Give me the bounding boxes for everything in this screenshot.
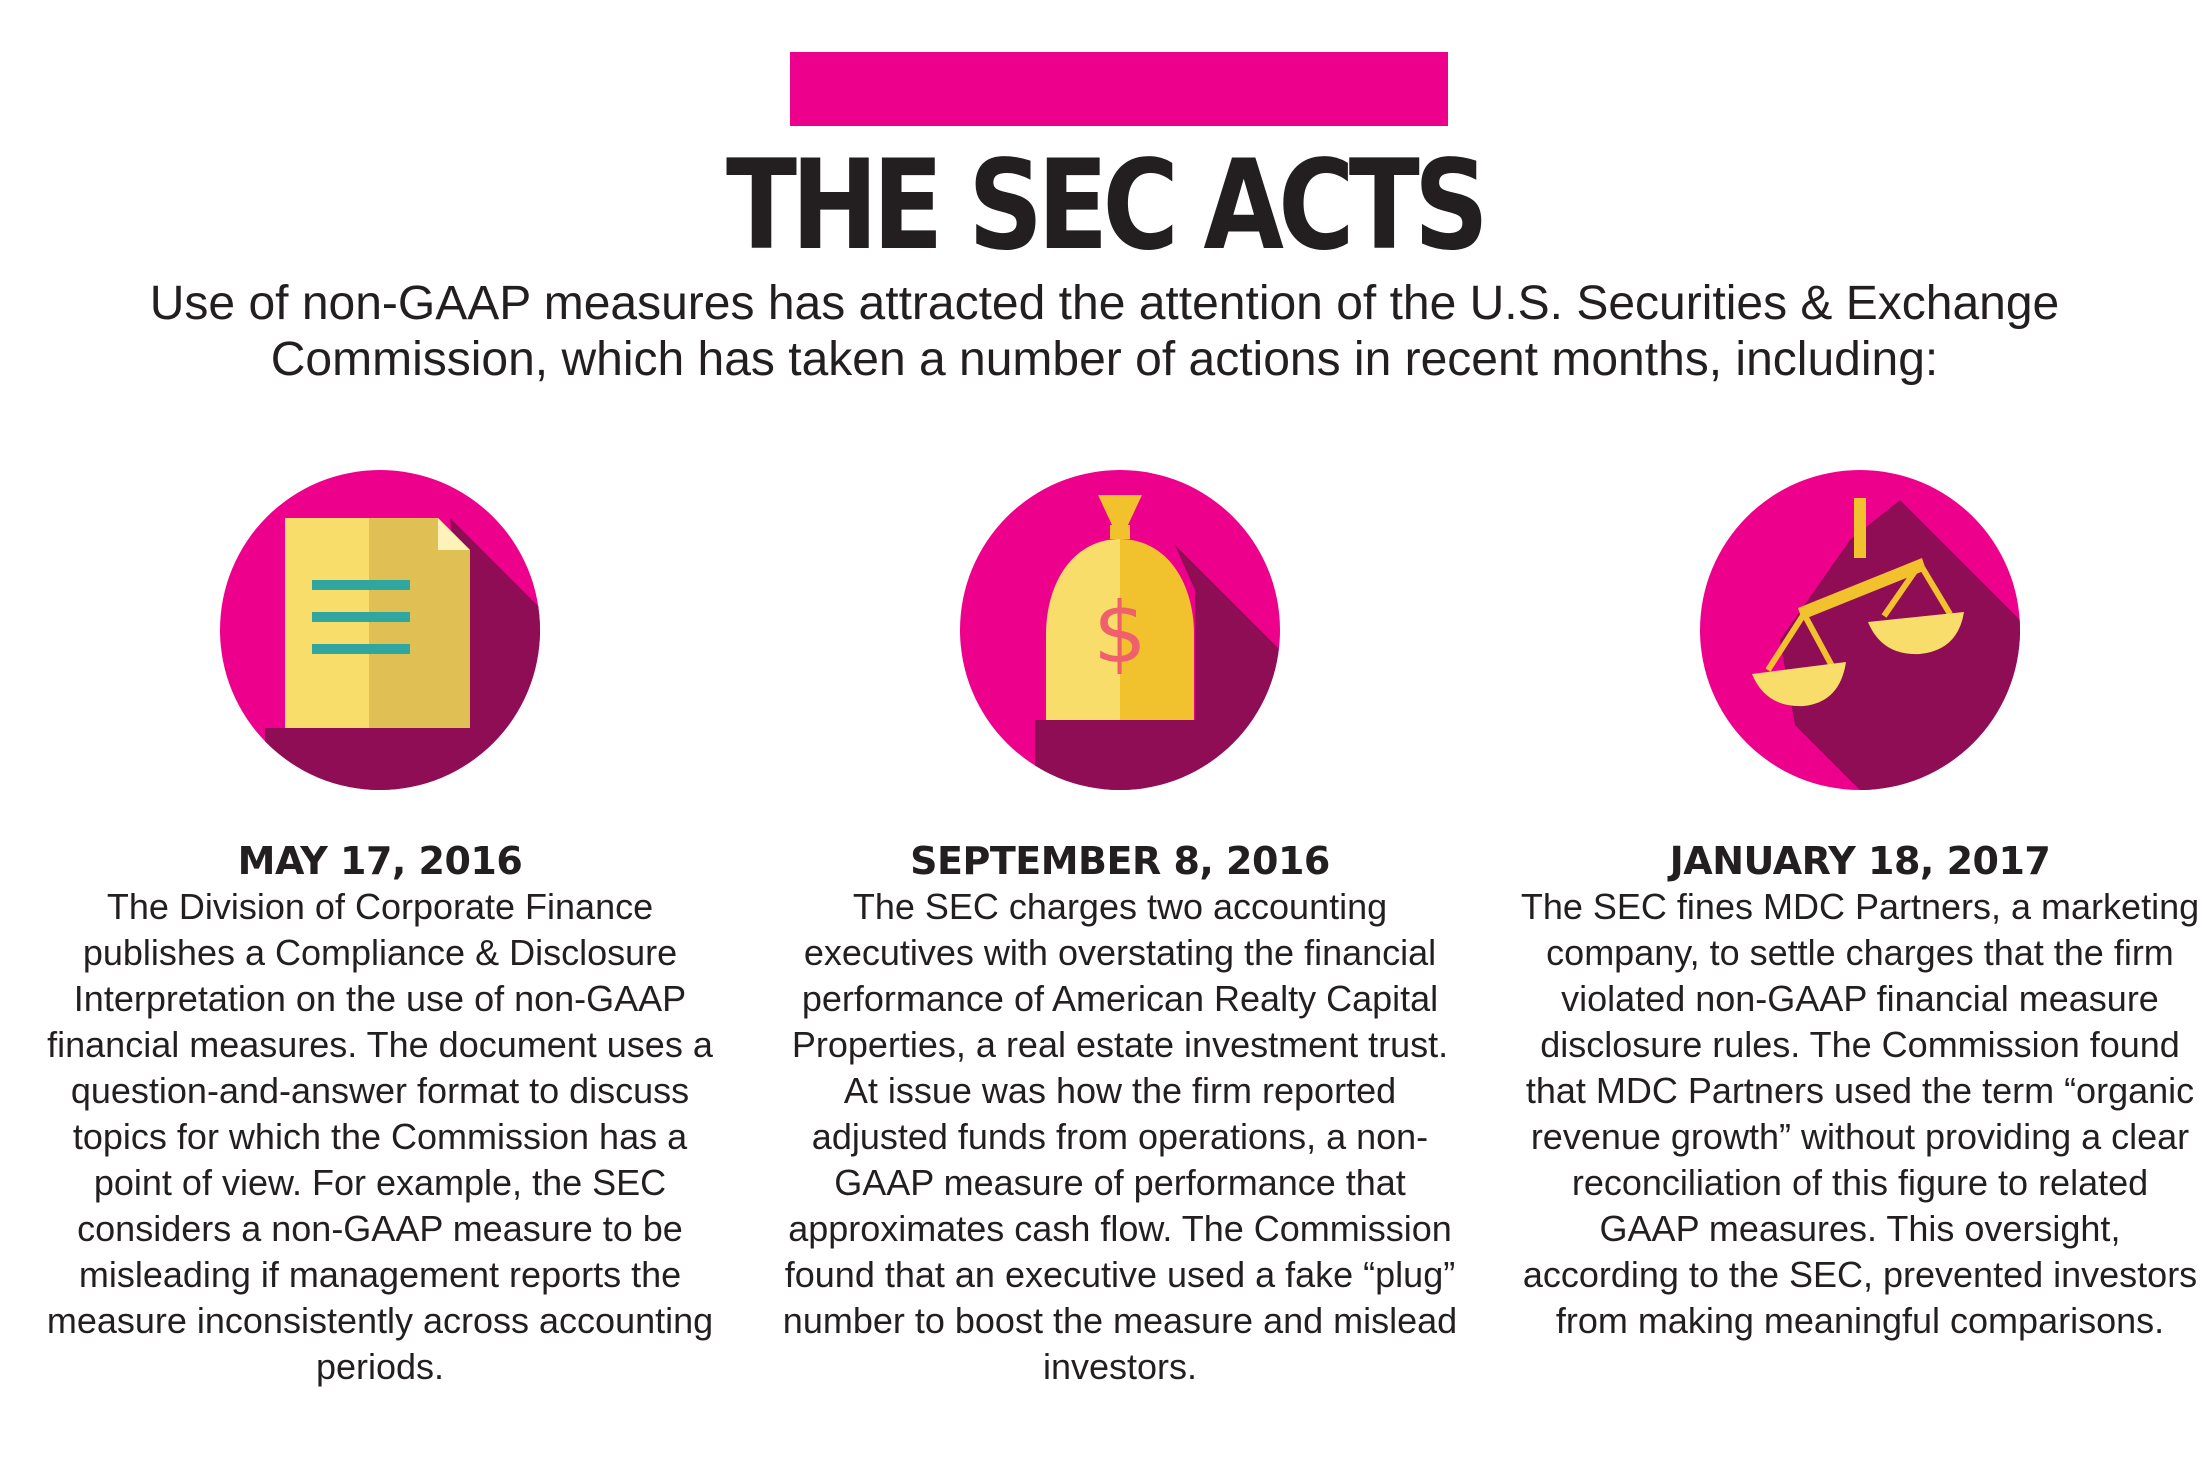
money-bag-icon (960, 470, 1280, 790)
document-icon (220, 470, 540, 790)
event-september-2016 (780, 470, 1460, 1390)
svg-text:$: $ (1093, 584, 1147, 682)
event-date: JANUARY 18, 2017 (1669, 839, 2051, 883)
page-title: THE SEC ACTS (725, 134, 1484, 278)
event-date: SEPTEMBER 8, 2016 (910, 839, 1330, 883)
event-january-2017 (1520, 470, 2200, 1344)
event-description: The SEC fines MDC Partners, a marketing company, to settle charges that the firm violated non-GAAP financial measure disclosure rules. The Commission found that MDC Partners used the term “organic revenue growth” without providing a clear reconciliation of this figure to related GAAP measures. This oversight, according to the SEC, prevented investors from making meaningful comparisons. (1520, 886, 2200, 1341)
event-date: MAY 17, 2016 (237, 839, 523, 883)
scales-icon (1700, 470, 2020, 790)
event-description: The Division of Corporate Finance publishes a Compliance & Disclosure Interpretation on the use of non-GAAP financial measures. The document uses a question-and-answer format to discuss topics for which the Commission has a point of view. For example, the SEC considers a non-GAAP measure to be misleading if management reports the measure inconsistently across accounting periods. (46, 886, 714, 1387)
event-description: The SEC charges two accounting executives with overstating the financial performance of American Realty Capital Properties, a real estate investment trust. At issue was how the firm reported adjusted funds from operations, a non-GAAP measure of performance that approximates cash flow. The Commission found that an executive used a fake “plug” number to boost the measure and mislead investors. (782, 886, 1458, 1387)
event-may-2016 (40, 470, 720, 1390)
page-subtitle: Use of non-GAAP measures has attracted the attention of the U.S. Securities & Exchange Commission, which has taken a number of actions in recent months, including: (149, 277, 2060, 386)
accent-bar (790, 52, 1448, 126)
